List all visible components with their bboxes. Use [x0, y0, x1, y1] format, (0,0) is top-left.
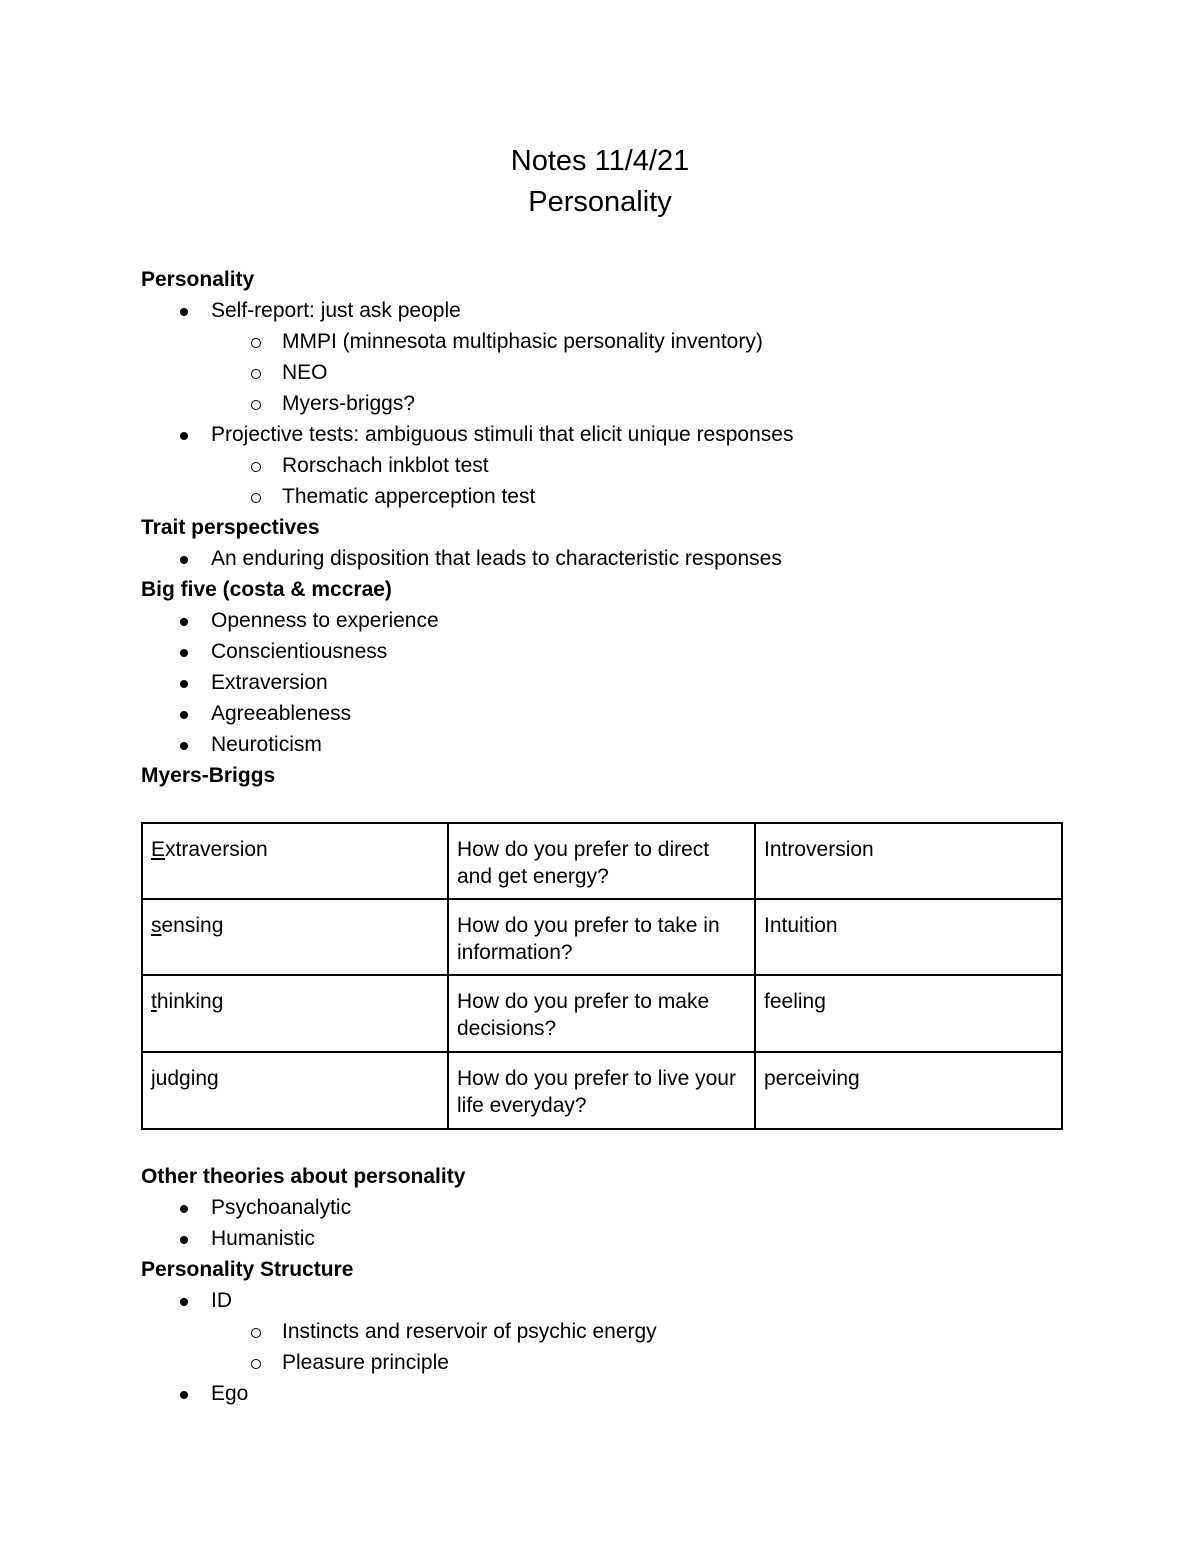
section-heading-myers-briggs: Myers-Briggs	[141, 764, 276, 787]
cell-text: hinking	[156, 990, 224, 1013]
page-title: Notes 11/4/21	[510, 145, 690, 177]
section-heading-big-five: Big five (costa & mccrae)	[141, 578, 392, 601]
section-heading-other-theories: Other theories about personality	[141, 1165, 466, 1188]
table-row	[142, 823, 1062, 899]
list-item: Projective tests: ambiguous stimuli that elicit unique responses	[141, 419, 1101, 450]
list-item: Conscientiousness	[141, 636, 1101, 667]
sub-list-item: NEO	[141, 357, 1101, 388]
personality-list	[141, 295, 1101, 512]
list-item: Psychoanalytic	[141, 1192, 1101, 1223]
section-heading-personality-structure: Personality Structure	[141, 1258, 354, 1281]
sub-list-item: Rorschach inkblot test	[141, 450, 1101, 481]
section-heading-trait: Trait perspectives	[141, 516, 320, 539]
table-cell: How do you prefer to make decisions?	[448, 975, 755, 1052]
table-cell	[142, 823, 448, 899]
cell-text: ensing	[161, 914, 224, 937]
list-item: Ego	[141, 1378, 1101, 1409]
sub-list-item: MMPI (minnesota multiphasic personality inventory)	[141, 326, 1101, 357]
table-cell: How do you prefer to live your life everyday?	[448, 1052, 755, 1129]
sub-list-item: Instincts and reservoir of psychic energy	[141, 1316, 1101, 1347]
sub-list-item: Thematic apperception test	[141, 481, 1101, 512]
big-five-list	[141, 605, 1101, 760]
table-cell: Introversion	[755, 823, 1062, 899]
cell-text: xtraversion	[165, 838, 268, 861]
table-row	[142, 1052, 1062, 1129]
myers-briggs-table	[141, 822, 1063, 1130]
list-item: Extraversion	[141, 667, 1101, 698]
list-item: ID	[141, 1285, 1101, 1316]
cell-text: udging	[155, 1067, 219, 1090]
underlined-letter: s	[151, 914, 162, 937]
trait-list	[141, 543, 1101, 574]
sub-list-item: Pleasure principle	[141, 1347, 1101, 1378]
personality-structure-list	[141, 1285, 1101, 1409]
underlined-letter: E	[151, 838, 166, 861]
list-item: Self-report: just ask people	[141, 295, 1101, 326]
myers-briggs-table-wrap	[141, 822, 1101, 1130]
other-theories-list	[141, 1192, 1101, 1254]
table-cell	[142, 1052, 448, 1129]
table-cell: feeling	[755, 975, 1062, 1052]
table-cell: How do you prefer to direct and get energy?	[448, 823, 755, 899]
table-cell: How do you prefer to take in information?	[448, 899, 755, 975]
list-item: An enduring disposition that leads to characteristic responses	[141, 543, 1101, 574]
table-row	[142, 899, 1062, 975]
table-cell: Intuition	[755, 899, 1062, 975]
table-cell	[142, 899, 448, 975]
list-item: Neuroticism	[141, 729, 1101, 760]
list-item: Agreeableness	[141, 698, 1101, 729]
table-cell: perceiving	[755, 1052, 1062, 1129]
underlined-letter: j	[151, 1067, 156, 1090]
underlined-letter: t	[151, 990, 157, 1013]
table-cell	[142, 975, 448, 1052]
list-item: Openness to experience	[141, 605, 1101, 636]
list-item: Humanistic	[141, 1223, 1101, 1254]
document-body	[141, 264, 1101, 1409]
sub-list-item: Myers-briggs?	[141, 388, 1101, 419]
table-row	[142, 975, 1062, 1052]
page-subtitle: Personality	[528, 186, 672, 218]
section-heading-personality: Personality	[141, 268, 255, 291]
